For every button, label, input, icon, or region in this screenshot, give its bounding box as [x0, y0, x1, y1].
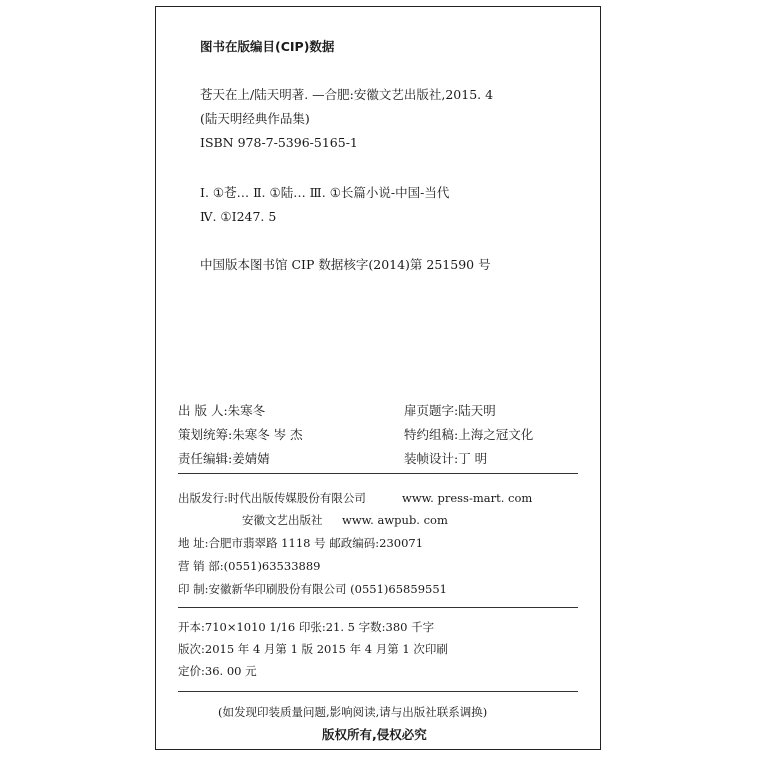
spec-format: 开本:710×1010 1/16 印张:21. 5 字数:380 千字 [178, 620, 435, 634]
staff-title-page: 扉页题字:陆天明 [404, 403, 496, 418]
staff-special-editor: 特约组稿:上海之冠文化 [404, 427, 534, 442]
cip-line-1: 苍天在上/陆天明著. —合肥:安徽文艺出版社,2015. 4 [200, 87, 494, 102]
cip-line-2: (陆天明经典作品集) [200, 111, 310, 126]
cip-isbn: ISBN 978-7-5396-5165-1 [200, 135, 358, 150]
cip-classification-2: Ⅳ. ①I247. 5 [200, 209, 277, 224]
separator-line [178, 691, 578, 692]
pub-sales: 营 销 部:(0551)63533889 [178, 559, 321, 573]
staff-editor: 责任编辑:姜婧婧 [178, 451, 270, 466]
pub-address: 地 址:合肥市翡翠路 1118 号 邮政编码:230071 [178, 536, 424, 550]
cip-heading: 图书在版编目(CIP)数据 [200, 39, 335, 54]
separator-line [178, 473, 578, 474]
pub-printer: 印 制:安徽新华印刷股份有限公司 (0551)65859551 [178, 582, 447, 596]
separator-line [178, 607, 578, 608]
pub-issuer-url: www. press-mart. com [402, 491, 533, 505]
copyright-page [155, 6, 601, 750]
pub-press: 安徽文艺出版社 [242, 513, 323, 527]
pub-press-url: www. awpub. com [342, 513, 448, 527]
staff-publisher: 出 版 人:朱寒冬 [178, 403, 266, 418]
footer-copyright: 版权所有,侵权必究 [322, 727, 427, 742]
cip-classification-1: Ⅰ. ①苍… Ⅱ. ①陆… Ⅲ. ①长篇小说-中国-当代 [200, 185, 450, 200]
cip-record-number: 中国版本图书馆 CIP 数据核字(2014)第 251590 号 [200, 257, 491, 272]
staff-planning: 策划统筹:朱寒冬 岑 杰 [178, 427, 303, 442]
pub-issuer: 出版发行:时代出版传媒股份有限公司 [178, 491, 366, 505]
footer-notice: (如发现印装质量问题,影响阅读,请与出版社联系调换) [218, 705, 488, 719]
spec-price: 定价:36. 00 元 [178, 664, 257, 678]
spec-edition: 版次:2015 年 4 月第 1 版 2015 年 4 月第 1 次印刷 [178, 642, 448, 656]
staff-design: 装帧设计:丁 明 [404, 451, 488, 466]
